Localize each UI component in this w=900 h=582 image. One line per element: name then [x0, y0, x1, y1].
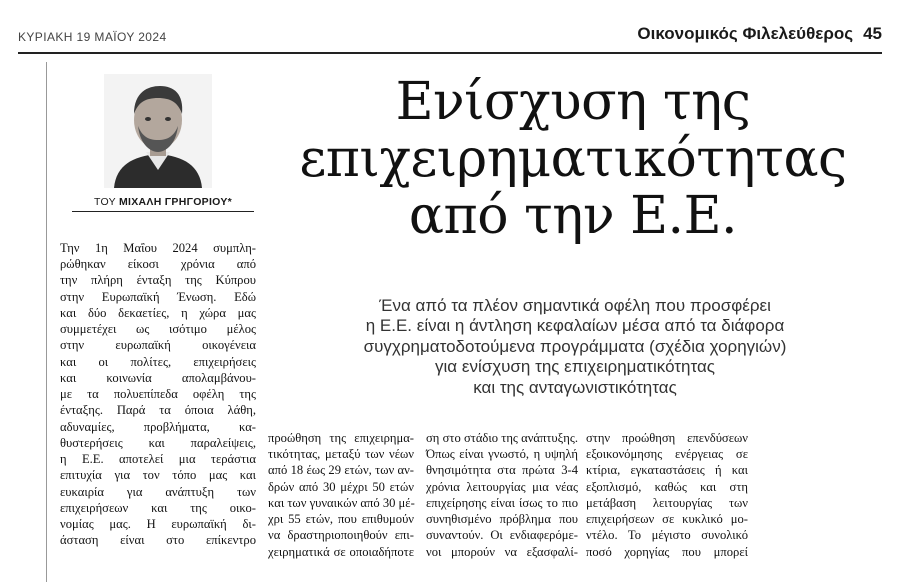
text-line: στην προώθηση επενδύσεων: [586, 431, 748, 445]
text-line: και δύο δεκαετίες, η χώρα μας: [60, 305, 256, 320]
byline-rule: [72, 211, 254, 212]
text-line: χρόνια λειτουργίας μια νέας: [426, 479, 578, 494]
text-line: και κοινωνία απολαμβάνου-: [60, 370, 256, 385]
text-line: συναντούν. Οι ενδιαφερόμε-: [426, 528, 578, 543]
text-line: ρώθηκαν είκοσι χρόνια από: [60, 257, 256, 272]
text-line: επιχείρησης είναι ίσως το πιο: [426, 495, 578, 510]
text-line: από 18 έως 29 ετών, των αν-: [268, 463, 414, 478]
page-header: [637, 24, 882, 44]
text-line: θνησιμότητα στα πρώτα 3-4: [426, 463, 578, 478]
text-line: χειρηματικά σε οποιαδήποτε: [268, 544, 414, 559]
text-line: επιχειρήσεων και της οικο-: [60, 500, 256, 515]
text-line: νοι μπορούν να εξασφαλί-: [426, 544, 578, 559]
author-portrait-icon: [104, 74, 212, 188]
text-line: ση στο στάδιο της ανάπτυξης.: [426, 431, 578, 445]
text-line: μετάβαση λειτουργίας των: [586, 495, 748, 510]
body-column-4: [586, 430, 748, 560]
text-line: ποσό χορηγίας που μπορεί: [586, 544, 748, 559]
subtitle-line: συγχρηματοδοτούμενα προγράμματα (σχέδια χορηγιών): [363, 336, 787, 356]
issue-date: ΚΥΡΙΑΚΗ 19 ΜΑΪΟΥ 2024: [18, 30, 167, 44]
article-subtitle: [282, 296, 868, 398]
text-line: δρών από 30 μέχρι 50 ετών: [268, 479, 414, 494]
text-line: ένταξης. Παρά τα όποια λάθη,: [60, 403, 256, 418]
text-line: και των γυναικών από 30 μέ-: [268, 495, 415, 510]
text-line: εξοικονόμησης ενέργειας σε: [586, 447, 748, 462]
headline-line: επιχειρηματικότητας: [299, 129, 847, 190]
page-number: 45: [863, 24, 882, 43]
text-line: νομίας μας. Η ευρωπαϊκή δι-: [60, 516, 256, 531]
text-line: και οι πολίτες, επιχειρήσεις: [60, 354, 256, 369]
text-line: επιχειρήσεων σε κυκλικό μο-: [586, 512, 748, 527]
body-column-1: [60, 240, 256, 548]
text-line: Όπως είναι γνωστό, η υψηλή: [426, 447, 578, 462]
text-line: συνηθισμένο πρόβλημα που: [426, 512, 578, 527]
byline: [70, 196, 256, 208]
text-line: συμμετέχει ως ισότιμο μέλος: [60, 322, 256, 337]
body-column-2: [268, 430, 414, 560]
header-rule: [18, 52, 882, 54]
text-line: στην Ευρωπαϊκή Ένωση. Εδώ: [60, 289, 256, 304]
text-line: με τα πολυεπίπεδα οφέλη της: [60, 387, 256, 402]
text-line: επιτυχία για τον τόπο μας και: [60, 468, 256, 483]
publication-name: Οικονομικός Φιλελεύθερος: [637, 24, 854, 43]
subtitle-line: Ένα από τα πλέον σημαντικά οφέλη που προσφέρει: [379, 296, 771, 315]
body-column-3: [426, 430, 578, 560]
text-line: τικότητας, μεταξύ των νέων: [268, 447, 414, 462]
author-name: ΜΙΧΑΛΗ ΓΡΗΓΟΡΙΟΥ*: [118, 196, 233, 208]
byline-prefix: ΤΟΥ: [93, 196, 116, 208]
text-line: εξοπλισμό, καθώς και στη: [586, 479, 748, 494]
article-headline: [268, 74, 878, 246]
text-line: Την 1η Μαΐου 2024 συμπλη-: [60, 241, 256, 255]
headline-line: Ενίσχυση της: [395, 72, 751, 132]
headline-line: από την Ε.Ε.: [408, 186, 738, 247]
text-line: την πλήρη ένταξη της Κύπρου: [60, 273, 256, 288]
text-line: κτίρια, εγκαταστάσεις ή και: [586, 463, 748, 478]
text-line: στην ευρωπαϊκή οικογένεια: [60, 338, 256, 353]
subtitle-line: η Ε.Ε. είναι η άντληση κεφαλαίων μέσα από τα διάφορα: [365, 316, 785, 336]
author-photo: [104, 74, 212, 188]
text-line: αδυναμίες, προβλήματα, κα-: [60, 419, 256, 434]
subtitle-line: για ενίσχυση της επιχειρηματικότητας: [435, 357, 715, 377]
text-line: να δραστηριοποιηθούν επι-: [268, 528, 414, 543]
text-line: η Ε.Ε. αποτελεί μια τεράστια: [60, 452, 256, 467]
text-line: θυστερήσεις και παραλείψεις,: [60, 435, 256, 450]
column-rule: [46, 62, 47, 582]
text-line: προώθηση της επιχειρημα-: [268, 431, 414, 445]
text-line: ντέλο. Το μέγιστο συνολικό: [586, 528, 748, 543]
text-line: άσταση είναι στο επίκεντρο: [60, 533, 256, 548]
subtitle-line: και της ανταγωνιστικότητας: [473, 377, 677, 397]
text-line: ευκαιρία για ανάπτυξη των: [60, 484, 256, 499]
text-line: χρι 55 ετών, που επιθυμούν: [268, 512, 414, 527]
